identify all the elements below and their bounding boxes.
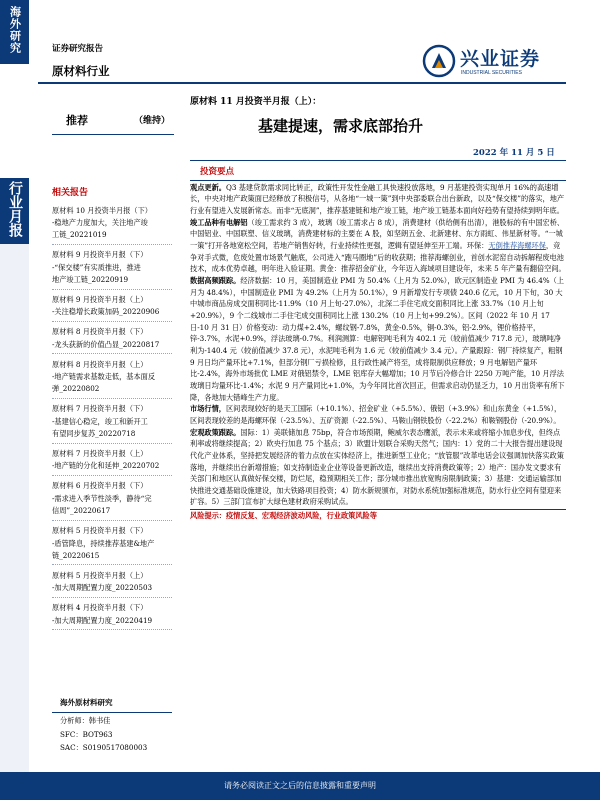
paragraph-views: 观点更新。Q3 基建贷款需求同比转正，政策性开发性金融工具快速投放落地，9 月基建投资实现单月 16%的高速增长，中央对地产政策面已经释放了积极信号，从各地“一城一策”到中央部委联合出台新政，以及“保交楼”的落实，地产行业有望进入发展新常态。而非“无底洞”，推荐基建链和地产竣工链，地产竣工链基本面向好趋势有望持续到明年底。竣工品种有电解铝（竣工需求约 3 成），玻璃（竣工需求占 8 成），消费建材（供给侧有出清），港股标的有中国宏桥、中国铝业、中国联塑、信义玻璃，消费建材标的主要在 A 股，如坚朗五金、北新建材、东方雨虹、伟星新材等。“一城一策”打开各地宽松空间，若地产销售好转，行业持续性更强，逻辑有望延伸至开工端。环保：无倒推荐海螺环保，竞争对手式微，危废处置市场景气触底，公司进入“跑马圈地”后的收获期；推荐海螺创业，首创水泥窑自动拆解程废电池技术，成本优势卓越，明年进入验证期。黄金：推荐招金矿业，今年迈入海域项目建设年，未来 5 年产量有翻倍空间。 xyxy=(190,182,566,274)
related-report-line: 链_20220615 xyxy=(52,550,100,560)
related-report-line: -龙头获新的价值凸显_20220817 xyxy=(52,339,160,349)
related-report-line: 原材料 9 月投资半月报（下） xyxy=(52,250,148,260)
related-report-line: 地产竣工链_20220919 xyxy=(52,275,129,285)
related-report-line: 原材料 4 月投资半月报（下） xyxy=(52,603,148,613)
title-subtitle: 原材料 11 月投资半月报（上）： xyxy=(190,97,322,107)
rating-label: 推荐 xyxy=(66,114,88,127)
related-report-line: -“保交楼”有实质推进，推进 xyxy=(52,262,141,272)
related-report-item[interactable] xyxy=(52,249,172,289)
related-reports xyxy=(52,186,172,634)
company-logo xyxy=(422,42,552,82)
related-report-item[interactable] xyxy=(52,294,172,322)
related-report-line: 原材料 6 月投资半月报（下） xyxy=(52,481,148,491)
rating-rule xyxy=(52,134,174,135)
related-report-line: -地产链需求基数走低，基本面反 xyxy=(52,372,156,382)
left-strip xyxy=(0,244,29,800)
related-report-item[interactable] xyxy=(52,326,172,354)
analyst-block xyxy=(60,714,147,755)
team-rule xyxy=(52,712,172,713)
related-report-line: 工链_20221019 xyxy=(52,230,107,240)
related-title: 相关报告 xyxy=(52,188,89,198)
related-report-line: 原材料 8 月投资半月报（上） xyxy=(52,359,148,369)
main-body xyxy=(190,166,566,522)
related-report-line: -盾管降息，持续推荐基建&地产 xyxy=(52,538,155,548)
paragraph-market: 市场行情，区间表现较好的是天工国际（+10.1%）、招金矿业（+5.5%）、俄铝（+3.9%）和山东黄金（+1.5%），区间表现较差的是海螺环保（-23.5%）、五矿资源（-22.5%）、马鞍山钢铁股份（-22.2%）和鞍钢股份（-20.9%）。 xyxy=(190,404,562,425)
logo-text: 兴业证券 xyxy=(460,48,541,70)
related-report-item[interactable] xyxy=(52,205,172,245)
industry-label: 原材料行业 xyxy=(52,64,110,78)
related-report-line: 弹_20220802 xyxy=(52,384,100,394)
related-report-item[interactable] xyxy=(52,359,172,399)
footer-disclaimer: 请务必阅读正文之后的信息披露和重要声明 xyxy=(0,772,600,800)
risk-label: 风险提示： xyxy=(190,511,226,521)
report-type: 证券研究报告 xyxy=(52,44,104,54)
related-report-line: 原材料 10 月投资半月报（下） xyxy=(52,205,152,215)
section-title: 投资要点 xyxy=(190,166,566,181)
related-report-line: -关注稳增长政策加码_20220906 xyxy=(52,307,160,317)
related-report-line: 原材料 5 月投资半月报（下） xyxy=(52,526,148,536)
left-tab-mid: 行业月报 xyxy=(0,178,29,244)
related-report-line: 原材料 5 月投资半月报（上） xyxy=(52,570,148,580)
related-report-item[interactable] xyxy=(52,448,172,476)
report-date: 2022 年 11 月 5 日 xyxy=(473,148,555,158)
risk-text: 疫情反复、宏观经济波动风险，行业政策风险等 xyxy=(225,511,377,521)
related-report-line: -加大周期配置力度_20220503 xyxy=(52,583,153,593)
related-report-line: -稳地产力度加大，关注地产竣 xyxy=(52,217,148,227)
analyst-sfc: SFC：BOT963 xyxy=(60,729,113,739)
logo-icon xyxy=(422,44,456,78)
related-report-item[interactable] xyxy=(52,480,172,520)
rating-status: （维持） xyxy=(134,116,171,126)
related-report-line: 原材料 9 月投资半月报（上） xyxy=(52,295,148,305)
related-report-item[interactable] xyxy=(52,403,172,443)
title-rule xyxy=(190,160,566,161)
related-report-line: 有望同步复苏_20220718 xyxy=(52,429,136,439)
related-report-line: 原材料 7 月投资半月报（上） xyxy=(52,449,148,459)
analyst-sac: SAC：S0190517080003 xyxy=(60,743,148,752)
logo-english: INDUSTRIAL SECURITIES xyxy=(461,70,522,76)
related-report-item[interactable] xyxy=(52,570,172,598)
related-report-item[interactable] xyxy=(52,525,172,565)
left-tab-top: 海外研究 xyxy=(0,0,29,64)
title-main: 基建提速，需求底部抬升 xyxy=(258,117,424,135)
paragraph-data: 数据高频跟踪。经济数据：10 月，美国制造业 PMI 为 50.4%（上月为 52.0%），欧元区制造业 PMI 为 46.4%（上月为 48.4%），中国制造业 PMI 为 49.2%（上月为 50.1%），9 月新增发行专项债 240.6 亿元，10 月下旬，30 大中城市商品房成交面积同比-11.9%（10 月上旬-27.0%），北深二手住宅成交面积同比上涨 33.7%（10 月上旬+20.9%），9 个二线城市二手住宅成交面积同比上涨 130.2%（10 月上旬+99.2%）。区间（2022 年 10 月 17 日-10 月 31 日）价格变动：动力煤+2.4%，螺纹钢-7.8%，黄金-0.5%，铜-0.3%，铝-2.9%，锂价格持平，锌-3.7%，水泥+0.9%，浮法玻璃-0.7%。利润测算：电解铝吨毛利为 402.1 元（较前值减少 717.8 元），玻璃吨净利为-140.4 元（较前值减少 37.8 元），水泥吨毛利为 1.6 元（较前值减少 3.4 元）。产量跟踪：钢厂持续复产，粗钢 9 月日均产量环比+7.1%，但部分钢厂亏损检修，且行政性减产将至，成将限制供应释放；9 月电解铝产量环比-2.4%，海外市场批优 LME 对俄铝禁令，LME 铝库存大幅增加；10 月节后冷修合计 2250 万吨产能，10 月浮法玻璃日均量环比-1.4%；水泥 9 月产量同比+1.0%，为今年同比首次回正，但需求启动仍显乏力，10 月出货率有所下降，各地加大错峰生产力度。 xyxy=(190,276,565,402)
related-report-line: -需求进入季节性淡季，静待“完 xyxy=(52,493,152,503)
related-report-line: -加大周期配置力度_20220419 xyxy=(52,615,153,625)
related-report-line: -基建信心稳定，竣工和新开工 xyxy=(52,416,148,426)
header-rule xyxy=(38,82,566,84)
related-report-line: 原材料 8 月投资半月报（下） xyxy=(52,327,148,337)
risk-block xyxy=(190,509,566,522)
team-block xyxy=(60,697,113,709)
related-report-item[interactable] xyxy=(52,602,172,630)
related-report-line: 原材料 7 月投资半月报（下） xyxy=(52,404,148,414)
related-report-line: -地产链的分化和延伸_20220702 xyxy=(52,461,160,471)
analyst-name: 分析师：韩书佳 xyxy=(60,716,111,725)
team-title: 海外原材料研究 xyxy=(60,698,113,707)
paragraph-policy: 宏观政策跟踪。国际：1）美联储加息 75bp，符合市场预期，鲍威尔表态鹰派，表示未来或将缩小加息步伐，但终点利率或将继续提高；2）欧央行加息 75 个基点；3）欧盟计划联合采购天然气；国内：1）党的二十大报告提出建设现代化产业体系，坚持把发展经济的着力点放在实体经济上，推进新型工业化；“放管服”改革电话会议强调加快落实政策落地，并继续出台新增措施；如支持制造业企业等设备更新改造，继续出支持消费政策等；2）地产：国办发文要求有关部门和地区认真做好保交楼，防烂尾，稳预期相关工作；部分城市推出放宽购房限制政策；3）基建：交通运输部加快推进交通基础设施建设，加大铁路项目投资；4）防水新规颁布，对防水系统加强标准规范，防水行业空间有望迎来扩容。5）三部门宣布扩大绿色建材政府采购试点。 xyxy=(190,427,564,507)
related-report-line: 信周”_20220617 xyxy=(52,506,111,516)
